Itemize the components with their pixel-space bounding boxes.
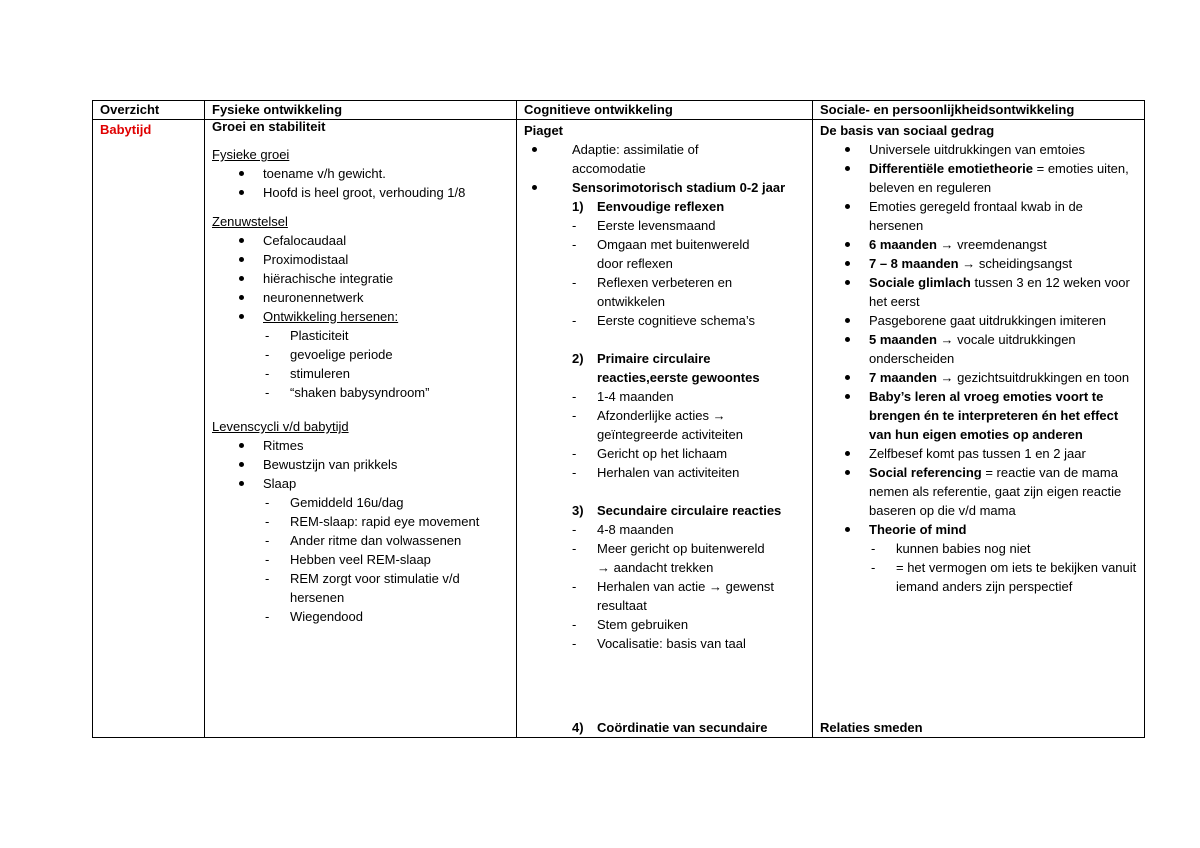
list-item: - Eerste cognitieve schema’s [572,311,777,330]
list-item: hiërachische integratie [239,269,512,288]
stage-number: 2) [572,351,584,366]
list-item: - Eerste levensmaand [572,216,777,235]
sociaal-cell [813,120,1145,738]
list-item: - “shaken babysyndroom” [265,383,512,402]
sociaal-title: De basis van sociaal gedrag [820,123,995,138]
stage-title: Coördinatie van secundaire [597,720,768,735]
list-item: - Meer gericht op buitenwereld → aandacht trekken [572,539,777,577]
list-item-text: Emoties geregeld frontaal kwab in de hersenen [869,199,1083,233]
header-sociaal: Sociale- en persoonlijkheidsontwikkeling [813,101,1145,120]
list-item [239,474,512,626]
list-item: - Vocalisatie: basis van taal [572,634,777,653]
list-item [845,140,1140,159]
list-item: - = het vermogen om iets te bekijken vanuit iemand anders zijn perspectief [871,558,1140,596]
list-item [845,463,1140,520]
list-item: - REM-slaap: rapid eye movement [265,512,512,531]
list-item: Proximodistaal [239,250,512,269]
list-item: Cefalocaudaal [239,231,512,250]
stage-items [572,520,808,653]
stage-block [572,349,808,482]
stage-number: 3) [572,503,584,518]
header-fysiek: Fysieke ontwikkeling [205,101,517,120]
list-item-bold: Sociale glimlach [869,275,971,290]
list-item: - kunnen babies nog niet [871,539,1140,558]
stage-block [572,501,808,653]
stage-title [572,349,777,387]
list-item: - Stem gebruiken [572,615,777,634]
list-item: - Wiegendood [265,607,512,626]
list-item: - Plasticiteit [265,326,512,345]
list-item-text: = emoties uiten, beleven en reguleren [869,161,1129,195]
fysiek-title: Groei en stabiliteit [212,119,326,134]
stage-items [572,387,808,482]
list-item [845,197,1140,235]
stage-number: 1) [572,199,584,214]
list-item: Ritmes [239,436,512,455]
slaap-list [263,493,512,626]
list-item: - Gemiddeld 16u/dag [265,493,512,512]
stage-block [572,197,808,330]
babytijd-row [93,120,1145,738]
list-item-text: Universele uitdrukkingen van emtoies [869,142,1086,157]
stage-number: 4) [572,720,584,735]
list-item: - stimuleren [265,364,512,383]
stage-title-text: Primaire circulaire reacties,eerste gewoontes [597,351,760,385]
list-item: - Herhalen van activiteiten [572,463,777,482]
overview-table [92,100,1145,738]
list-item-bold: Social referencing [869,465,982,480]
list-item [239,307,512,402]
list-item: Sensorimotorisch stadium 0-2 jaar [532,178,808,197]
list-item [845,311,1140,330]
list-item [845,387,1140,444]
list-item-bold: Baby’s leren al vroeg emoties voort te brengen én te interpreteren én het effect van hun eigen emoties op anderen [869,389,1119,442]
list-item-text: Pasgeborene gaat uitdrukkingen imiteren [869,313,1107,328]
list-item [845,254,1140,273]
fysiek-cell [205,120,517,738]
stages-container [524,197,808,653]
levens-list [212,436,512,626]
list-item-bold: 5 maanden → [869,332,954,347]
list-item: neuronennetwerk [239,288,512,307]
list-item-bold: 7 maanden → [869,370,954,385]
list-item [845,235,1140,254]
list-item [845,159,1140,197]
list-item: - Ander ritme dan volwassenen [265,531,512,550]
stage-title-text: Eenvoudige reflexen [597,199,725,214]
stage-title [572,197,808,216]
list-item: - 4-8 maanden [572,520,777,539]
list-item [845,330,1140,368]
sociaal-list [820,140,1140,596]
list-item: Bewustzijn van prikkels [239,455,512,474]
list-item-bold: Theorie of mind [869,522,967,537]
list-item [845,444,1140,463]
groei-heading: Fysieke groei [212,147,290,162]
list-item-text: vreemdenangst [953,237,1047,252]
list-item-bold: Differentiële emotietheorie [869,161,1033,176]
list-item: Adaptie: assimilatie of accomodatie [532,140,722,178]
row-label-text: Babytijd [100,122,152,137]
list-item-text: = reactie van de mama nemen als referentie, gaat zijn eigen reactie baseren op die v/d mama [869,465,1122,518]
stage-title-text: Secundaire circulaire reacties [597,503,782,518]
list-item: - Herhalen van actie → gewenst resultaat [572,577,777,615]
groei-list [212,164,512,202]
list-item-bold: 6 maanden → [869,237,954,252]
list-item: - Hebben veel REM-slaap [265,550,512,569]
list-item: - Gericht op het lichaam [572,444,777,463]
zenuw-list [212,231,512,402]
row-label [93,120,205,738]
list-item: - Omgaan met buitenwereld door reflexen [572,235,777,273]
list-item-bold: 7 – 8 maanden → [869,256,976,271]
stage-title [572,501,808,520]
zenuw-heading: Zenuwstelsel [212,214,288,229]
cognitief-title: Piaget [524,123,564,138]
list-item [845,368,1140,387]
list-item: - Reflexen verbeteren en ontwikkelen [572,273,777,311]
list-item-text: vocale uitdrukkingen onderscheiden [869,332,1076,366]
list-item-text: Zelfbesef komt pas tussen 1 en 2 jaar [869,446,1086,461]
list-item: - Afzonderlijke acties → geïntegreerde activiteiten [572,406,777,444]
relaties-heading: Relaties smeden [820,720,923,735]
levens-heading: Levenscycli v/d babytijd [212,419,349,434]
list-item [845,273,1140,311]
list-item: - gevoelige periode [265,345,512,364]
piaget-list [524,140,808,197]
list-item-text: tussen 3 en 12 weken voor het eerst [869,275,1130,309]
cognitief-cell [517,120,813,738]
list-item-text: Ontwikkeling hersenen: [263,309,399,324]
list-item [845,520,1140,596]
stage-items [572,216,808,330]
list-item-text: scheidingsangst [975,256,1073,271]
list-item: toename v/h gewicht. [239,164,512,183]
list-item: - REM zorgt voor stimulatie v/d hersenen [265,569,460,607]
hersenen-list [263,326,512,402]
header-overzicht: Overzicht [93,101,205,120]
tom-list [869,539,1140,596]
list-item-text: Slaap [263,476,297,491]
header-cognitief: Cognitieve ontwikkeling [517,101,813,120]
list-item: - 1-4 maanden [572,387,777,406]
list-item-text: gezichtsuitdrukkingen en toon [953,370,1130,385]
stage-4-title [572,718,768,737]
list-item: Hoofd is heel groot, verhouding 1/8 [239,183,512,202]
